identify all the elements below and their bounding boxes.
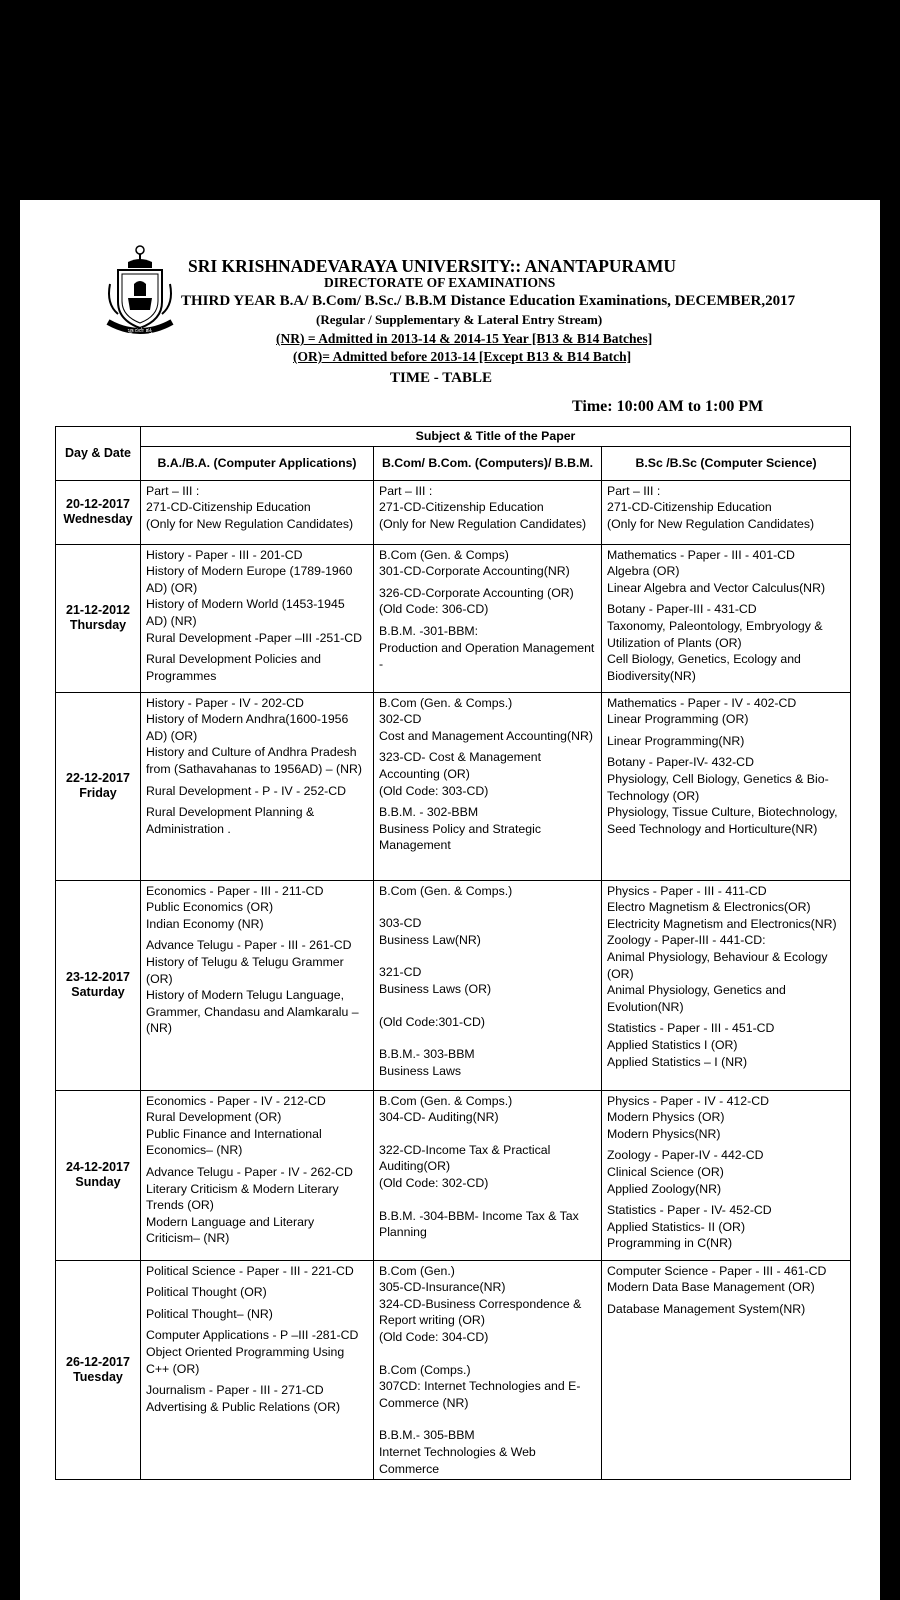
subject-line: Part – III : <box>379 483 433 498</box>
subject-line: 322-CD-Income Tax & Practical Auditing(OR) <box>379 1142 551 1174</box>
subject-line: Production and Operation Management - <box>379 640 595 672</box>
bcom-subject-cell <box>374 1090 602 1260</box>
subject-line: History and Culture of Andhra Pradesh from (Sathavahanas to 1956AD) – (NR) <box>146 745 362 776</box>
subject-line: Rural Development - P - IV - 252-CD <box>146 783 347 798</box>
subject-line: Modern Physics (OR) <box>607 1110 725 1125</box>
subject-line: Applied Statistics – I (NR) <box>607 1054 748 1069</box>
exam-day: Saturday <box>71 985 125 1000</box>
subject-line: Applied Statistics- II (OR) <box>607 1219 746 1234</box>
subject-line: Computer Applications - P –III -281-CD <box>146 1328 359 1343</box>
subject-line: 307CD: Internet Technologies and E-Commerce (NR) <box>379 1379 581 1410</box>
bcom-subject-cell <box>374 480 602 544</box>
day-date-cell <box>56 880 141 1090</box>
day-date-cell <box>56 692 141 880</box>
subject-line: 302-CD <box>379 712 422 727</box>
subject-line: Physics - Paper - III - 411-CD <box>607 883 767 898</box>
or-note: (OR)= Admitted before 2013-14 [Except B13 & B14 Batch] <box>293 349 632 364</box>
day-date-cell <box>56 1090 141 1260</box>
subject-line: Political Thought– (NR) <box>146 1306 273 1321</box>
subject-line: (Only for New Regulation Candidates) <box>607 516 815 531</box>
subject-line: Business Law(NR) <box>379 932 481 947</box>
subject-line: (Only for New Regulation Candidates) <box>146 516 354 531</box>
exam-day: Sunday <box>75 1175 121 1190</box>
subject-line: 303-CD <box>379 916 422 931</box>
subject-line: History - Paper - IV - 202-CD <box>146 695 304 710</box>
subject-line: Modern Data Base Management (OR) <box>607 1280 815 1295</box>
time-table <box>55 426 851 1480</box>
subject-line: (Only for New Regulation Candidates) <box>379 516 587 531</box>
ba-subject-cell <box>141 544 374 692</box>
directorate: DIRECTORATE OF EXAMINATIONS <box>324 275 556 290</box>
subject-line: B.B.M. - 302-BBM <box>379 805 479 820</box>
subject-line: Internet Technologies & Web Commerce <box>379 1444 536 1476</box>
subject-line: History of Modern Telugu Language, Grammer, Chandasu and Alamkaralu – (NR) <box>146 988 359 1036</box>
exam-date: 20-12-2017 <box>66 497 130 512</box>
bsc-subject-cell <box>602 692 851 880</box>
subject-line: Taxonomy, Paleontology, Embryology & Utilization of Plants (OR) <box>607 618 823 650</box>
subject-line: Linear Algebra and Vector Calculus(NR) <box>607 580 826 595</box>
subject-line: Modern Language and Literary Criticism– (NR) <box>146 1214 315 1246</box>
bcom-column-header: B.Com/ B.Com. (Computers)/ B.B.M. <box>374 446 602 480</box>
subject-line: Advance Telugu - Paper - IV - 262-CD <box>146 1164 353 1179</box>
stream-note: (Regular / Supplementary & Lateral Entry Stream) <box>316 312 603 327</box>
subject-line: 324-CD-Business Correspondence & Report writing (OR) <box>379 1296 582 1328</box>
subject-line: Applied Zoology(NR) <box>607 1181 722 1196</box>
ba-subject-cell <box>141 692 374 880</box>
subject-line: Economics - Paper - IV - 212-CD <box>146 1093 326 1108</box>
subject-line: Object Oriented Programming Using C++ (OR) <box>146 1344 345 1376</box>
subject-line: Animal Physiology, Genetics and Evolution(NR) <box>607 983 786 1014</box>
subject-line: History - Paper - III - 201-CD <box>146 547 303 562</box>
exam-date: 22-12-2017 <box>66 771 130 786</box>
svg-text:ಜ್ಞಾನವೇ ಶಕ್ತಿ: ಜ್ಞಾನವೇ ಶಕ್ತಿ <box>127 327 153 334</box>
subject-line: B.B.M. -301-BBM: <box>379 623 479 638</box>
bsc-column-header: B.Sc /B.Sc (Computer Science) <box>602 446 851 480</box>
subject-line: (Old Code: 304-CD) <box>379 1329 489 1344</box>
subject-line: B.Com (Gen. & Comps.) <box>379 1093 513 1108</box>
exam-day: Friday <box>79 786 117 801</box>
exam-date: 24-12-2017 <box>66 1160 130 1175</box>
subject-line: 271-CD-Citizenship Education <box>146 500 311 515</box>
subject-line: B.B.M. -304-BBM- Income Tax & Tax Planning <box>379 1208 579 1240</box>
subject-line: History of Modern Andhra(1600-1956 AD) (OR) <box>146 712 349 743</box>
day-date-cell <box>56 1260 141 1480</box>
exam-time: Time: 10:00 AM to 1:00 PM <box>572 398 764 415</box>
subject-line: Indian Economy (NR) <box>146 916 264 931</box>
subject-line: Algebra (OR) <box>607 564 680 579</box>
subject-line: Advertising & Public Relations (OR) <box>146 1399 341 1414</box>
subject-line: 271-CD-Citizenship Education <box>379 500 544 515</box>
ba-column-header: B.A./B.A. (Computer Applications) <box>141 446 374 480</box>
subject-header: Subject & Title of the Paper <box>141 427 851 447</box>
table-row <box>56 692 851 880</box>
bsc-subject-cell <box>602 1260 851 1480</box>
subject-line: Part – III : <box>607 483 661 498</box>
subject-line: Journalism - Paper - III - 271-CD <box>146 1383 324 1398</box>
subject-line: Business Laws (OR) <box>379 981 492 996</box>
table-row <box>56 1090 851 1260</box>
day-date-cell <box>56 544 141 692</box>
subject-line: Zoology - Paper-IV - 442-CD <box>607 1148 764 1163</box>
subject-line: B.B.M.- 303-BBM <box>379 1047 475 1062</box>
exam-day: Tuesday <box>73 1369 123 1384</box>
bsc-subject-cell <box>602 1090 851 1260</box>
subject-line: Linear Programming (OR) <box>607 712 749 727</box>
subject-line: Economics - Paper - III - 211-CD <box>146 883 324 898</box>
university-name: SRI KRISHNADEVARAYA UNIVERSITY:: ANANTAPURAMU <box>188 256 676 276</box>
subject-line: History of Telugu & Telugu Grammer (OR) <box>146 954 344 986</box>
subject-line: Physiology, Tissue Culture, Biotechnology, Seed Technology and Horticulture(NR) <box>607 805 838 836</box>
subject-line: Zoology - Paper-III - 441-CD: <box>607 933 766 948</box>
table-row <box>56 880 851 1090</box>
subject-line: Rural Development Planning & Administration . <box>146 805 315 836</box>
subject-line: Clinical Science (OR) <box>607 1164 724 1179</box>
subject-line: Public Economics (OR) <box>146 900 274 915</box>
subject-line: B.Com (Comps.) <box>379 1362 471 1377</box>
subject-line: B.Com (Gen. & Comps) <box>379 547 509 562</box>
bsc-subject-cell <box>602 880 851 1090</box>
exam-date: 23-12-2017 <box>66 970 130 985</box>
ba-subject-cell <box>141 880 374 1090</box>
exam-day: Thursday <box>69 618 127 633</box>
subject-line: Physics - Paper - IV - 412-CD <box>607 1093 769 1108</box>
subject-line: (Old Code: 302-CD) <box>379 1175 489 1190</box>
subject-line: History of Modern Europe (1789-1960 AD) (OR) <box>146 564 353 595</box>
exam-day: Wednesday <box>63 512 133 527</box>
bsc-subject-cell <box>602 544 851 692</box>
bcom-subject-cell <box>374 1260 602 1480</box>
table-row <box>56 1260 851 1480</box>
subject-line: Part – III : <box>146 483 200 498</box>
subject-line: (Old Code:301-CD) <box>379 1014 485 1029</box>
ba-subject-cell <box>141 480 374 544</box>
subject-line: Animal Physiology, Behaviour & Ecology (OR) <box>607 949 828 981</box>
subject-line: Cost and Management Accounting(NR) <box>379 728 593 743</box>
subject-line: 321-CD <box>379 965 422 980</box>
subject-line: Political Science - Paper - III - 221-CD <box>146 1263 354 1278</box>
exam-date: 26-12-2017 <box>66 1354 130 1369</box>
subject-line: 326-CD-Corporate Accounting (OR) (Old Code: 306-CD) <box>379 585 574 617</box>
subject-line: Statistics - Paper - III - 451-CD <box>607 1021 775 1036</box>
subject-line: 301-CD-Corporate Accounting(NR) <box>379 564 570 579</box>
nr-note: (NR) = Admitted in 2013-14 & 2014-15 Year [B13 & B14 Batches] <box>276 331 653 346</box>
subject-line: Business Laws <box>379 1063 462 1078</box>
subject-line: Political Thought (OR) <box>146 1285 267 1300</box>
exam-title: THIRD YEAR B.A/ B.Com/ B.Sc./ B.B.M Distance Education Examinations, DECEMBER,2017 <box>181 293 796 309</box>
subject-line: 271-CD-Citizenship Education <box>607 500 772 515</box>
subject-line: Cell Biology, Genetics, Ecology and Biodiversity(NR) <box>607 652 801 683</box>
subject-line: Rural Development (OR) <box>146 1110 282 1125</box>
subject-line: Database Management System(NR) <box>607 1301 806 1316</box>
subject-line: B.B.M.- 305-BBM <box>379 1428 475 1443</box>
subject-line: 304-CD- Auditing(NR) <box>379 1110 499 1125</box>
subject-line: Computer Science - Paper - III - 461-CD <box>607 1263 827 1278</box>
subject-line: 305-CD-Insurance(NR) <box>379 1280 506 1295</box>
subject-line: B.Com (Gen.) <box>379 1263 455 1278</box>
subject-line: Literary Criticism & Modern Literary Trends (OR) <box>146 1181 339 1213</box>
subject-line: Mathematics - Paper - IV - 402-CD <box>607 695 797 710</box>
day-date-cell <box>56 480 141 544</box>
subject-line: Statistics - Paper - IV- 452-CD <box>607 1203 772 1218</box>
subject-line: Physiology, Cell Biology, Genetics & Bio-Technology (OR) <box>607 771 829 803</box>
university-emblem <box>104 244 176 338</box>
subject-line: Electro Magnetism & Electronics(OR) <box>607 900 811 915</box>
ba-subject-cell <box>141 1090 374 1260</box>
subject-line: 323-CD- Cost & Management Accounting (OR) <box>379 750 541 781</box>
subject-line: B.Com (Gen. & Comps.) <box>379 883 513 898</box>
subject-line: B.Com (Gen. & Comps.) <box>379 695 513 710</box>
day-date-header: Day & Date <box>56 427 141 481</box>
document-page <box>20 200 880 1600</box>
bsc-subject-cell <box>602 480 851 544</box>
subject-line: Botany - Paper-IV- 432-CD <box>607 755 754 770</box>
subject-line: (Old Code: 303-CD) <box>379 783 489 798</box>
table-row <box>56 480 851 544</box>
bcom-subject-cell <box>374 880 602 1090</box>
subject-line: History of Modern World (1453-1945 AD) (NR) <box>146 597 345 628</box>
subject-line: Rural Development Policies and Programmes <box>146 652 321 683</box>
subject-line: Advance Telugu - Paper - III - 261-CD <box>146 938 352 953</box>
subject-line: Programming in C(NR) <box>607 1236 733 1251</box>
subject-line: Applied Statistics I (OR) <box>607 1037 738 1052</box>
subject-line: Public Finance and International Economics– (NR) <box>146 1126 322 1158</box>
exam-date: 21-12-2012 <box>66 603 130 618</box>
subject-line: Electricity Magnetism and Electronics(NR) <box>607 916 837 931</box>
table-row <box>56 544 851 692</box>
time-table-title: TIME - TABLE <box>390 370 492 386</box>
subject-line: Linear Programming(NR) <box>607 733 745 748</box>
bcom-subject-cell <box>374 544 602 692</box>
subject-line: Business Policy and Strategic Management <box>379 821 541 853</box>
ba-subject-cell <box>141 1260 374 1480</box>
subject-line: Rural Development -Paper –III -251-CD <box>146 630 362 645</box>
bcom-subject-cell <box>374 692 602 880</box>
subject-line: Modern Physics(NR) <box>607 1126 721 1141</box>
subject-line: Mathematics - Paper - III - 401-CD <box>607 547 795 562</box>
subject-line: Botany - Paper-III - 431-CD <box>607 602 757 617</box>
